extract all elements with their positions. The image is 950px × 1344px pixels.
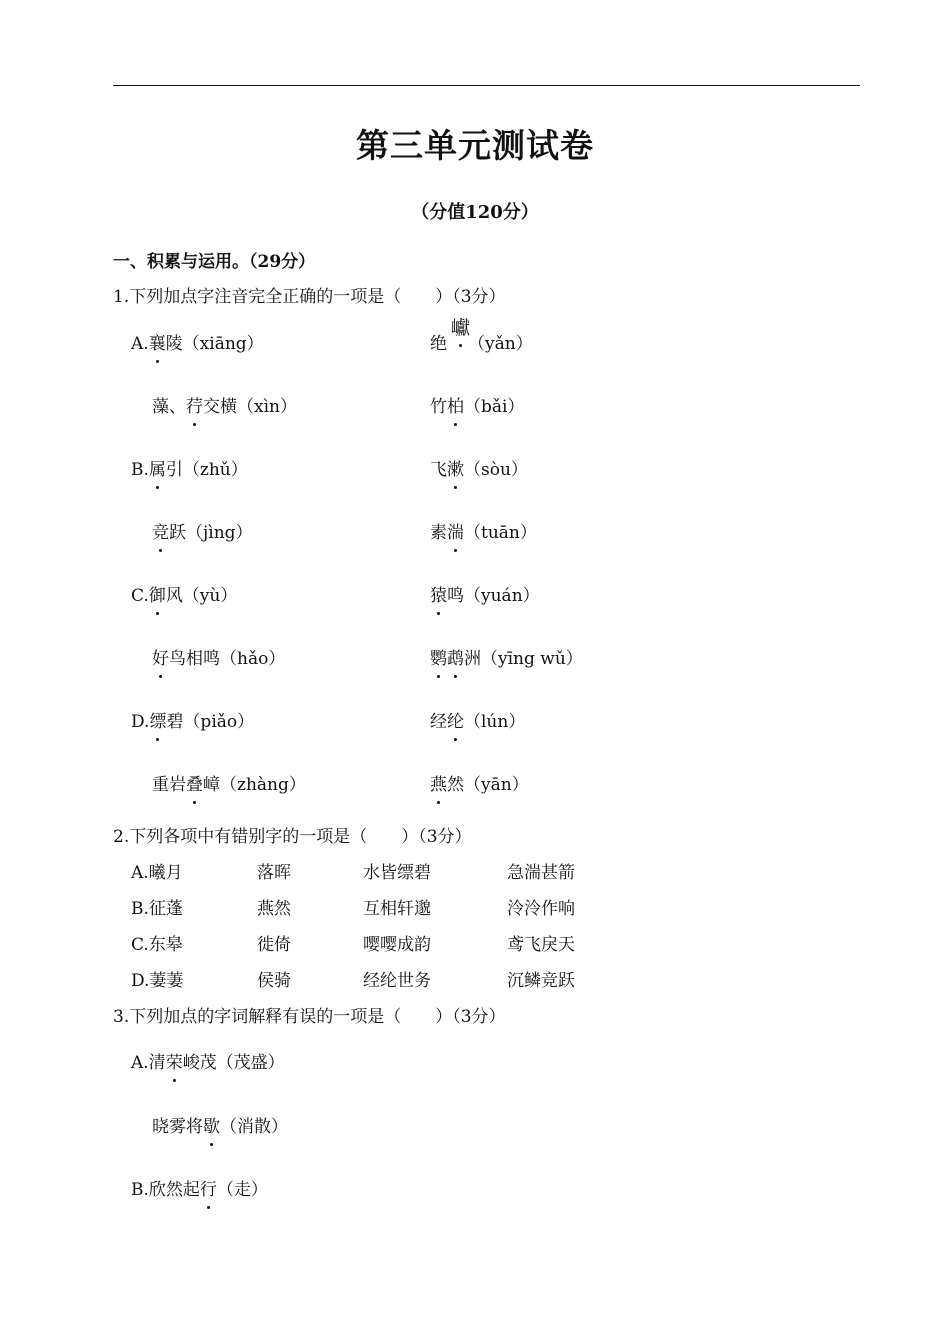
q2-option-d-word-4: 沉鳞竞跃 bbox=[507, 971, 575, 991]
q2-option-c-word-4: 鸢飞戾天 bbox=[507, 935, 575, 955]
q2-option-a-word-2: 落晖 bbox=[257, 863, 291, 883]
q1-option-a-item-3: 藻、荇交横（xìn） bbox=[152, 397, 297, 417]
q1-option-a-item-4: 竹柏（bǎi） bbox=[430, 397, 525, 417]
score-note: （分值120分） bbox=[411, 202, 539, 223]
emphasis-dot bbox=[459, 344, 462, 347]
q1-option-b-item-3: 竞跃（jìng） bbox=[152, 523, 253, 543]
q2-option-d-word-3: 经纶世务 bbox=[363, 971, 431, 991]
q1-option-b-item-1: B.属引（zhǔ） bbox=[131, 460, 248, 480]
q3-option-b-item-1: B.欣然起行（走） bbox=[131, 1180, 268, 1200]
q1-option-b-item-4: 素湍（tuān） bbox=[430, 523, 537, 543]
q1-option-a-item-2: 绝 （yǎn） bbox=[430, 334, 533, 354]
q1-option-d-item-3: 重岩叠嶂（zhàng） bbox=[152, 775, 306, 795]
q2-option-b-word-4: 泠泠作响 bbox=[507, 899, 575, 919]
question-1-stem: 1.下列加点字注音完全正确的一项是（ ）（3分） bbox=[113, 287, 506, 307]
question-3-stem: 3.下列加点的字词解释有误的一项是（ ）（3分） bbox=[113, 1007, 506, 1027]
q2-option-c-word-2: 徙倚 bbox=[257, 935, 291, 955]
q2-option-b-word-3: 互相轩邈 bbox=[363, 899, 431, 919]
q1-option-d-item-4: 燕然（yān） bbox=[430, 775, 529, 795]
q1-option-a-item-1: A.襄陵（xiāng） bbox=[131, 334, 264, 354]
q1-option-d-item-2: 经纶（lún） bbox=[430, 712, 526, 732]
q1-option-d-item-1: D.缥碧（piǎo） bbox=[131, 712, 255, 732]
q2-option-a-word-1: A.曦月 bbox=[131, 863, 183, 883]
q2-option-a-word-3: 水皆缥碧 bbox=[363, 863, 431, 883]
q3-option-a-item-1: A.清荣峻茂（茂盛） bbox=[131, 1053, 285, 1073]
q2-option-d-word-1: D.萋萋 bbox=[131, 971, 184, 991]
q2-option-b-word-2: 燕然 bbox=[257, 899, 291, 919]
q1-option-c-item-1: C.御风（yù） bbox=[131, 586, 238, 606]
q1-option-c-item-4: 鹦鹉洲（yīng wǔ） bbox=[430, 649, 583, 669]
question-2-stem: 2.下列各项中有错别字的一项是（ ）（3分） bbox=[113, 827, 472, 847]
q2-option-b-word-1: B.征蓬 bbox=[131, 899, 183, 919]
header-rule bbox=[113, 85, 860, 86]
q2-option-a-word-4: 急湍甚箭 bbox=[507, 863, 575, 883]
q2-option-c-word-1: C.东皋 bbox=[131, 935, 183, 955]
q2-option-c-word-3: 嘤嘤成韵 bbox=[363, 935, 431, 955]
q2-option-d-word-2: 侯骑 bbox=[257, 971, 291, 991]
section-heading: 一、积累与运用。（29分） bbox=[113, 252, 316, 272]
q1-option-c-item-2: 猿鸣（yuán） bbox=[430, 586, 540, 606]
q1-option-b-item-2: 飞漱（sòu） bbox=[430, 460, 528, 480]
q1-option-c-item-3: 好鸟相鸣（hǎo） bbox=[152, 649, 286, 669]
q3-option-a-item-2: 晓雾将歇（消散） bbox=[152, 1117, 288, 1137]
page-title: 第三单元测试卷 bbox=[356, 126, 594, 165]
rare-character: 巘 bbox=[451, 317, 471, 339]
